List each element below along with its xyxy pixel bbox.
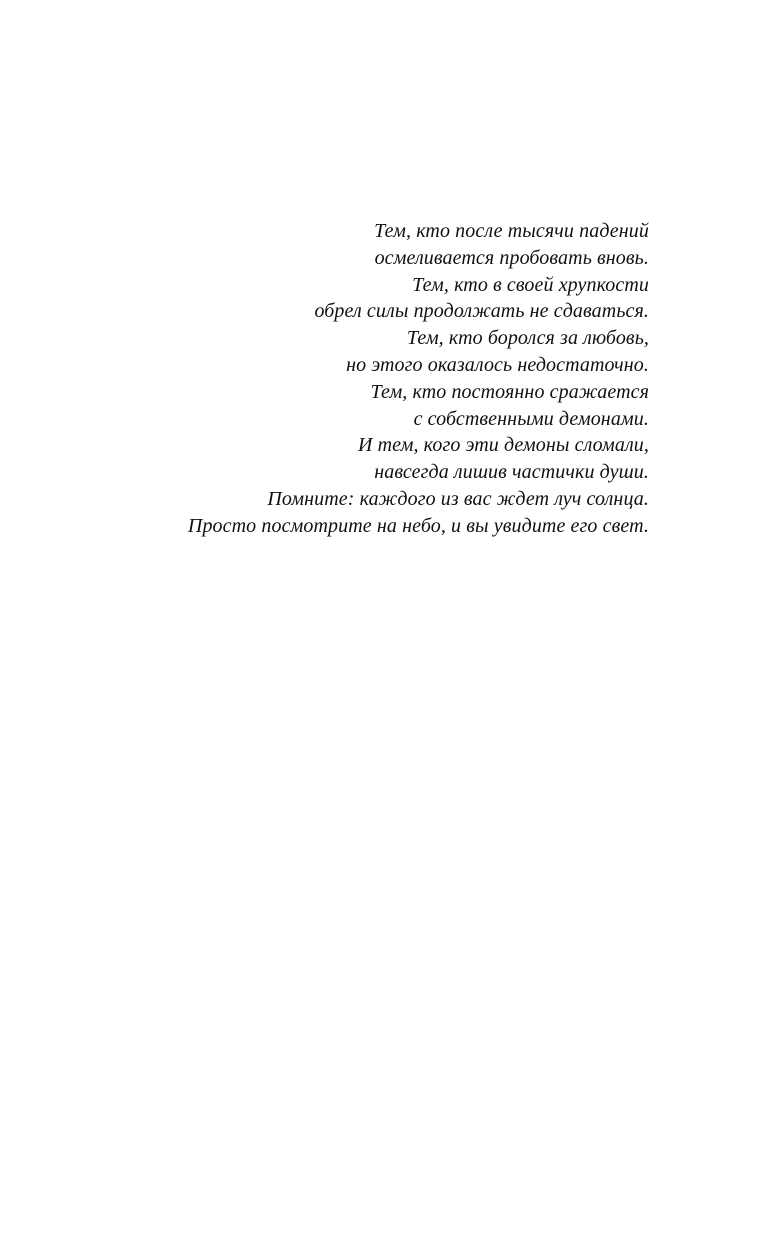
dedication-line: обрел силы продолжать не сдаваться. <box>314 300 649 323</box>
dedication-line: с собственными демонами. <box>413 407 649 430</box>
dedication-line: Тем, кто в своей хрупкости <box>412 273 649 296</box>
dedication-line: И тем, кого эти демоны сломали, <box>357 434 649 457</box>
dedication-line: осмеливается пробовать вновь. <box>374 246 649 269</box>
dedication-line: навсегда лишив частички души. <box>374 461 649 484</box>
dedication-line: Тем, кто боролся за любовь, <box>406 327 649 350</box>
dedication-line: Тем, кто после тысячи падений <box>374 220 649 242</box>
dedication-line: Помните: каждого из вас ждет луч солнца. <box>267 487 649 510</box>
dedication-line: Просто посмотрите на небо, и вы увидите его свет. <box>187 514 649 537</box>
dedication-line: но этого оказалось недостаточно. <box>346 353 649 376</box>
dedication-line: Тем, кто постоянно сражается <box>370 380 649 403</box>
dedication-text <box>89 218 649 540</box>
